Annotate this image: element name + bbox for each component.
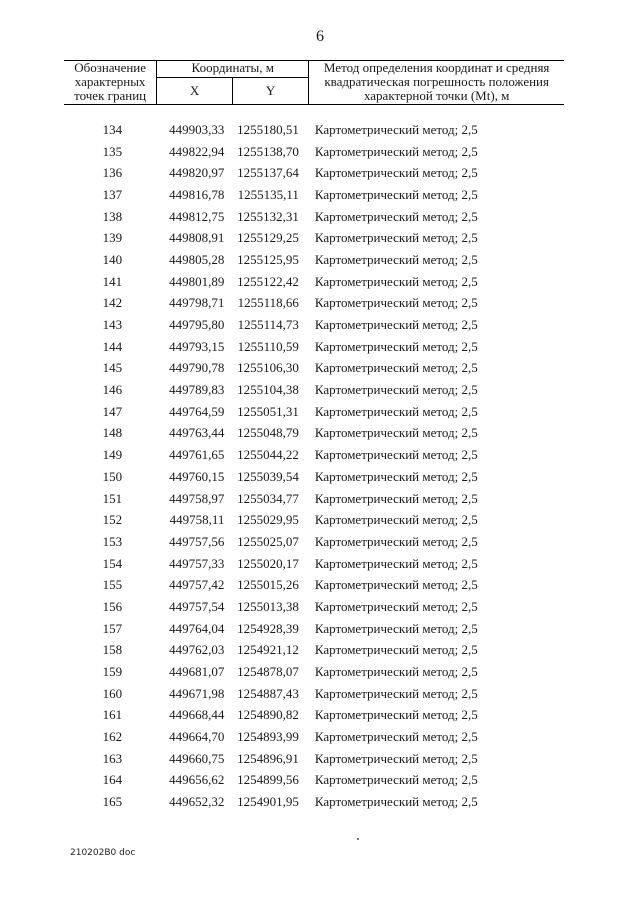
cell-y: 1255051,31 — [237, 403, 299, 419]
scan-dot — [357, 838, 359, 840]
cell-point: 137 — [102, 186, 123, 202]
table-row — [64, 336, 564, 358]
cell-point: 156 — [102, 598, 123, 614]
cell-y: 1255020,17 — [237, 555, 299, 571]
cell-x: 449795,80 — [169, 317, 225, 333]
cell-point: 149 — [102, 447, 123, 463]
table-row — [64, 423, 564, 445]
cell-point: 138 — [102, 208, 123, 224]
table-row — [64, 596, 564, 618]
cell-method: Картометрический метод; 2,5 — [314, 468, 478, 484]
cell-x: 449764,59 — [169, 403, 225, 419]
cell-x: 449664,70 — [169, 729, 225, 745]
cell-y: 1255138,70 — [237, 143, 299, 159]
cell-y: 1254890,82 — [237, 707, 299, 723]
cell-x: 449805,28 — [169, 251, 225, 267]
table-row — [64, 531, 564, 553]
cell-y: 1255135,11 — [237, 186, 299, 202]
cell-y: 1255013,38 — [237, 598, 299, 614]
cell-y: 1255025,07 — [237, 533, 299, 549]
cell-method: Картометрический метод; 2,5 — [314, 490, 478, 506]
cell-point: 148 — [102, 425, 123, 441]
cell-method: Картометрический метод; 2,5 — [314, 707, 478, 723]
cell-x: 449790,78 — [169, 360, 225, 376]
cell-point: 140 — [102, 251, 123, 267]
cell-x: 449789,83 — [169, 382, 225, 398]
cell-point: 136 — [102, 165, 123, 181]
cell-point: 155 — [102, 577, 123, 593]
cell-point: 165 — [102, 794, 123, 810]
cell-y: 1255129,25 — [237, 230, 299, 246]
cell-y: 1255015,26 — [237, 577, 299, 593]
cell-point: 141 — [102, 273, 123, 289]
cell-point: 142 — [102, 295, 123, 311]
cell-x: 449801,89 — [169, 273, 225, 289]
cell-x: 449762,03 — [169, 642, 225, 658]
cell-x: 449763,44 — [169, 425, 225, 441]
cell-method: Картометрический метод; 2,5 — [314, 685, 478, 701]
table-row — [64, 119, 564, 141]
cell-method: Картометрический метод; 2,5 — [314, 772, 478, 788]
cell-y: 1254893,99 — [237, 729, 299, 745]
cell-method: Картометрический метод; 2,5 — [314, 598, 478, 614]
cell-x: 449757,42 — [169, 577, 225, 593]
table-body — [64, 105, 564, 814]
table-row — [64, 314, 564, 336]
table-row — [64, 141, 564, 163]
cell-y: 1254921,12 — [237, 642, 299, 658]
cell-y: 1255039,54 — [237, 468, 299, 484]
table-row — [64, 293, 564, 315]
cell-method: Картометрический метод; 2,5 — [314, 620, 478, 636]
cell-method: Картометрический метод; 2,5 — [314, 273, 478, 289]
cell-y: 1255104,38 — [237, 382, 299, 398]
cell-x: 449660,75 — [169, 750, 225, 766]
table-row — [64, 661, 564, 683]
header-point-designation: Обозначение характерных точек границ — [64, 61, 157, 105]
cell-y: 1255125,95 — [237, 251, 299, 267]
cell-method: Картометрический метод; 2,5 — [314, 664, 478, 680]
cell-x: 449793,15 — [169, 338, 225, 354]
header-method: Метод определения координат и средняя квадратическая погрешность положения характерной точки (Mt), м — [309, 61, 564, 105]
table-row — [64, 271, 564, 293]
cell-point: 154 — [102, 555, 123, 571]
table-row — [64, 574, 564, 596]
cell-point: 152 — [102, 512, 123, 528]
cell-x: 449758,97 — [169, 490, 225, 506]
cell-point: 157 — [102, 620, 123, 636]
cell-method: Картометрический метод; 2,5 — [314, 512, 478, 528]
cell-method: Картометрический метод; 2,5 — [314, 251, 478, 267]
table-row — [64, 509, 564, 531]
cell-x: 449761,65 — [169, 447, 225, 463]
page-number: 6 — [316, 28, 324, 45]
cell-point: 134 — [102, 121, 123, 137]
cell-y: 1255110,59 — [237, 338, 299, 354]
cell-x: 449812,75 — [169, 208, 225, 224]
cell-x: 449760,15 — [169, 468, 225, 484]
cell-method: Картометрический метод; 2,5 — [314, 186, 478, 202]
cell-x: 449668,44 — [169, 707, 225, 723]
table-row — [64, 683, 564, 705]
cell-x: 449681,07 — [169, 664, 225, 680]
cell-x: 449757,54 — [169, 598, 225, 614]
cell-method: Картометрический метод; 2,5 — [314, 382, 478, 398]
table-row — [64, 553, 564, 575]
cell-x: 449798,71 — [169, 295, 225, 311]
cell-y: 1254896,91 — [237, 750, 299, 766]
cell-y: 1254928,39 — [237, 620, 299, 636]
header-x: X — [157, 78, 233, 105]
cell-point: 135 — [102, 143, 123, 159]
cell-x: 449758,11 — [169, 512, 225, 528]
table-row — [64, 705, 564, 727]
cell-point: 161 — [102, 707, 123, 723]
table-row — [64, 379, 564, 401]
table-row — [64, 488, 564, 510]
coordinates-table — [64, 60, 564, 813]
cell-x: 449808,91 — [169, 230, 225, 246]
table-row — [64, 726, 564, 748]
cell-y: 1255180,51 — [237, 121, 299, 137]
cell-x: 449764,04 — [169, 620, 225, 636]
cell-y: 1255114,73 — [237, 317, 299, 333]
cell-point: 147 — [102, 403, 123, 419]
cell-method: Картометрический метод; 2,5 — [314, 338, 478, 354]
cell-point: 144 — [102, 338, 123, 354]
cell-method: Картометрический метод; 2,5 — [314, 533, 478, 549]
cell-y: 1255132,31 — [237, 208, 299, 224]
cell-point: 158 — [102, 642, 123, 658]
cell-method: Картометрический метод; 2,5 — [314, 555, 478, 571]
table-row — [64, 206, 564, 228]
cell-point: 164 — [102, 772, 123, 788]
cell-x: 449656,62 — [169, 772, 225, 788]
cell-method: Картометрический метод; 2,5 — [314, 230, 478, 246]
table-row — [64, 184, 564, 206]
footer-filename: 210202В0 doc — [70, 848, 136, 858]
cell-method: Картометрический метод; 2,5 — [314, 143, 478, 159]
cell-y: 1254887,43 — [237, 685, 299, 701]
cell-y: 1255034,77 — [237, 490, 299, 506]
cell-y: 1254878,07 — [237, 664, 299, 680]
cell-method: Картометрический метод; 2,5 — [314, 729, 478, 745]
table-row — [64, 401, 564, 423]
table-row — [64, 162, 564, 184]
cell-x: 449671,98 — [169, 685, 225, 701]
table-row — [64, 770, 564, 792]
header-y: Y — [232, 78, 308, 105]
cell-method: Картометрический метод; 2,5 — [314, 794, 478, 810]
cell-method: Картометрический метод; 2,5 — [314, 403, 478, 419]
table-row — [64, 227, 564, 249]
table-row — [64, 791, 564, 813]
cell-point: 159 — [102, 664, 123, 680]
cell-method: Картометрический метод; 2,5 — [314, 165, 478, 181]
cell-method: Картометрический метод; 2,5 — [314, 317, 478, 333]
cell-point: 139 — [102, 230, 123, 246]
cell-method: Картометрический метод; 2,5 — [314, 447, 478, 463]
cell-method: Картометрический метод; 2,5 — [314, 295, 478, 311]
cell-x: 449652,32 — [169, 794, 225, 810]
cell-y: 1254901,95 — [237, 794, 299, 810]
cell-point: 150 — [102, 468, 123, 484]
cell-y: 1255106,30 — [237, 360, 299, 376]
cell-point: 146 — [102, 382, 123, 398]
cell-point: 143 — [102, 317, 123, 333]
cell-method: Картометрический метод; 2,5 — [314, 425, 478, 441]
cell-x: 449820,97 — [169, 165, 225, 181]
cell-x: 449757,56 — [169, 533, 225, 549]
cell-y: 1255118,66 — [237, 295, 299, 311]
cell-method: Картометрический метод; 2,5 — [314, 577, 478, 593]
table-row — [64, 358, 564, 380]
cell-x: 449903,33 — [169, 121, 225, 137]
header-coordinates: Координаты, м — [157, 61, 309, 78]
cell-y: 1254899,56 — [237, 772, 299, 788]
spacer-row — [64, 105, 564, 120]
cell-method: Картометрический метод; 2,5 — [314, 360, 478, 376]
table-row — [64, 249, 564, 271]
cell-x: 449816,78 — [169, 186, 225, 202]
cell-y: 1255044,22 — [237, 447, 299, 463]
cell-y: 1255122,42 — [237, 273, 299, 289]
cell-y: 1255029,95 — [237, 512, 299, 528]
cell-point: 163 — [102, 750, 123, 766]
cell-point: 153 — [102, 533, 123, 549]
cell-x: 449822,94 — [169, 143, 225, 159]
cell-point: 160 — [102, 685, 123, 701]
table-row — [64, 748, 564, 770]
cell-method: Картометрический метод; 2,5 — [314, 121, 478, 137]
table-row — [64, 466, 564, 488]
table-row — [64, 618, 564, 640]
cell-method: Картометрический метод; 2,5 — [314, 642, 478, 658]
cell-point: 145 — [102, 360, 123, 376]
cell-point: 162 — [102, 729, 123, 745]
cell-method: Картометрический метод; 2,5 — [314, 208, 478, 224]
cell-point: 151 — [102, 490, 123, 506]
cell-x: 449757,33 — [169, 555, 225, 571]
cell-y: 1255048,79 — [237, 425, 299, 441]
cell-y: 1255137,64 — [237, 165, 299, 181]
table-row — [64, 640, 564, 662]
cell-method: Картометрический метод; 2,5 — [314, 750, 478, 766]
table-header — [64, 61, 564, 105]
table-row — [64, 444, 564, 466]
